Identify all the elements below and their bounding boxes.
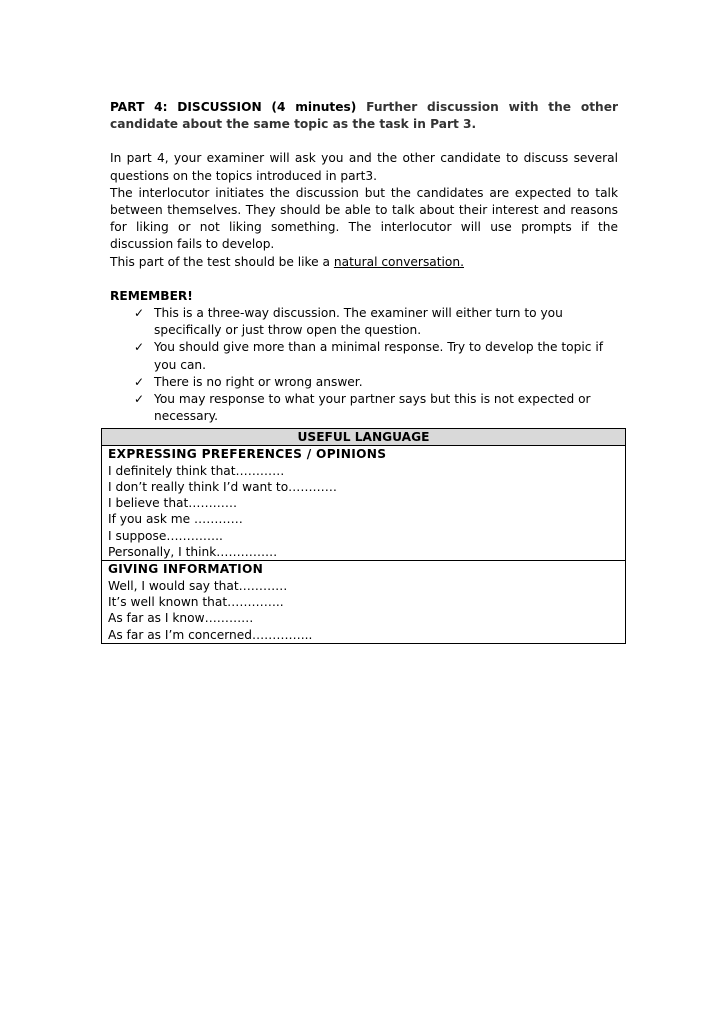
phrase-line: I don’t really think I’d want to…………	[108, 479, 337, 494]
useful-language-table	[101, 428, 626, 644]
check-icon: ✓	[134, 340, 145, 355]
natural-conversation-text: natural conversation.	[333, 254, 464, 269]
intro-paragraph-3	[110, 254, 618, 271]
phrase-line: It’s well known that…………..	[108, 594, 284, 609]
phrase-line: As far as I know…………	[108, 611, 254, 626]
phrase-line: Well, I would say that…………	[108, 578, 288, 593]
phrase-line: If you ask me …………	[108, 512, 243, 527]
check-icon: ✓	[134, 392, 145, 407]
phrase-line: I suppose…………..	[108, 528, 223, 543]
section-title: GIVING INFORMATION	[108, 562, 264, 577]
remember-item: ✓ You should give more than a minimal response. Try to develop the topic if you can.	[134, 340, 604, 372]
phrase-line: I definitely think that…………	[108, 463, 285, 478]
phrase-line: Personally, I think……………	[108, 545, 278, 560]
phrase-line: As far as I’m concerned…………...	[108, 627, 313, 642]
intro-paragraph-1: In part 4, your examiner will ask you and the other candidate to discuss several questions on the topics introduced in part3.	[110, 151, 618, 183]
remember-item: ✓ There is no right or wrong answer.	[134, 374, 618, 391]
table-section-preferences	[102, 446, 626, 561]
remember-title: REMEMBER!	[110, 288, 193, 303]
part-heading	[110, 99, 618, 133]
remember-item: ✓ You may response to what your partner says but this is not expected or necessary.	[134, 392, 591, 424]
phrase-line: I believe that…………	[108, 496, 238, 511]
section-title: EXPRESSING PREFERENCES / OPINIONS	[108, 447, 387, 462]
document-page	[110, 99, 618, 425]
check-icon: ✓	[134, 374, 145, 389]
part-heading-title: PART 4: DISCUSSION (4 minutes)	[110, 100, 357, 114]
table-header: USEFUL LANGUAGE	[102, 429, 626, 446]
intro-paragraph-3-text: This part of the test should be like a	[110, 254, 334, 269]
table-section-information	[102, 561, 626, 643]
part-heading-description: Further discussion with the other candidate about the same topic as the task in Part 3.	[110, 100, 618, 132]
remember-item: ✓ This is a three-way discussion. The examiner will either turn to you specifically or just throw open the question.	[134, 306, 563, 338]
check-icon: ✓	[134, 306, 145, 321]
intro-paragraph-2: The interlocutor initiates the discussion but the candidates are expected to talk between themselves. They should be able to talk about their interest and reasons for liking or not liking something. The interlocutor will use prompts if the discussion fails to develop.	[110, 185, 618, 252]
remember-list	[110, 305, 618, 425]
